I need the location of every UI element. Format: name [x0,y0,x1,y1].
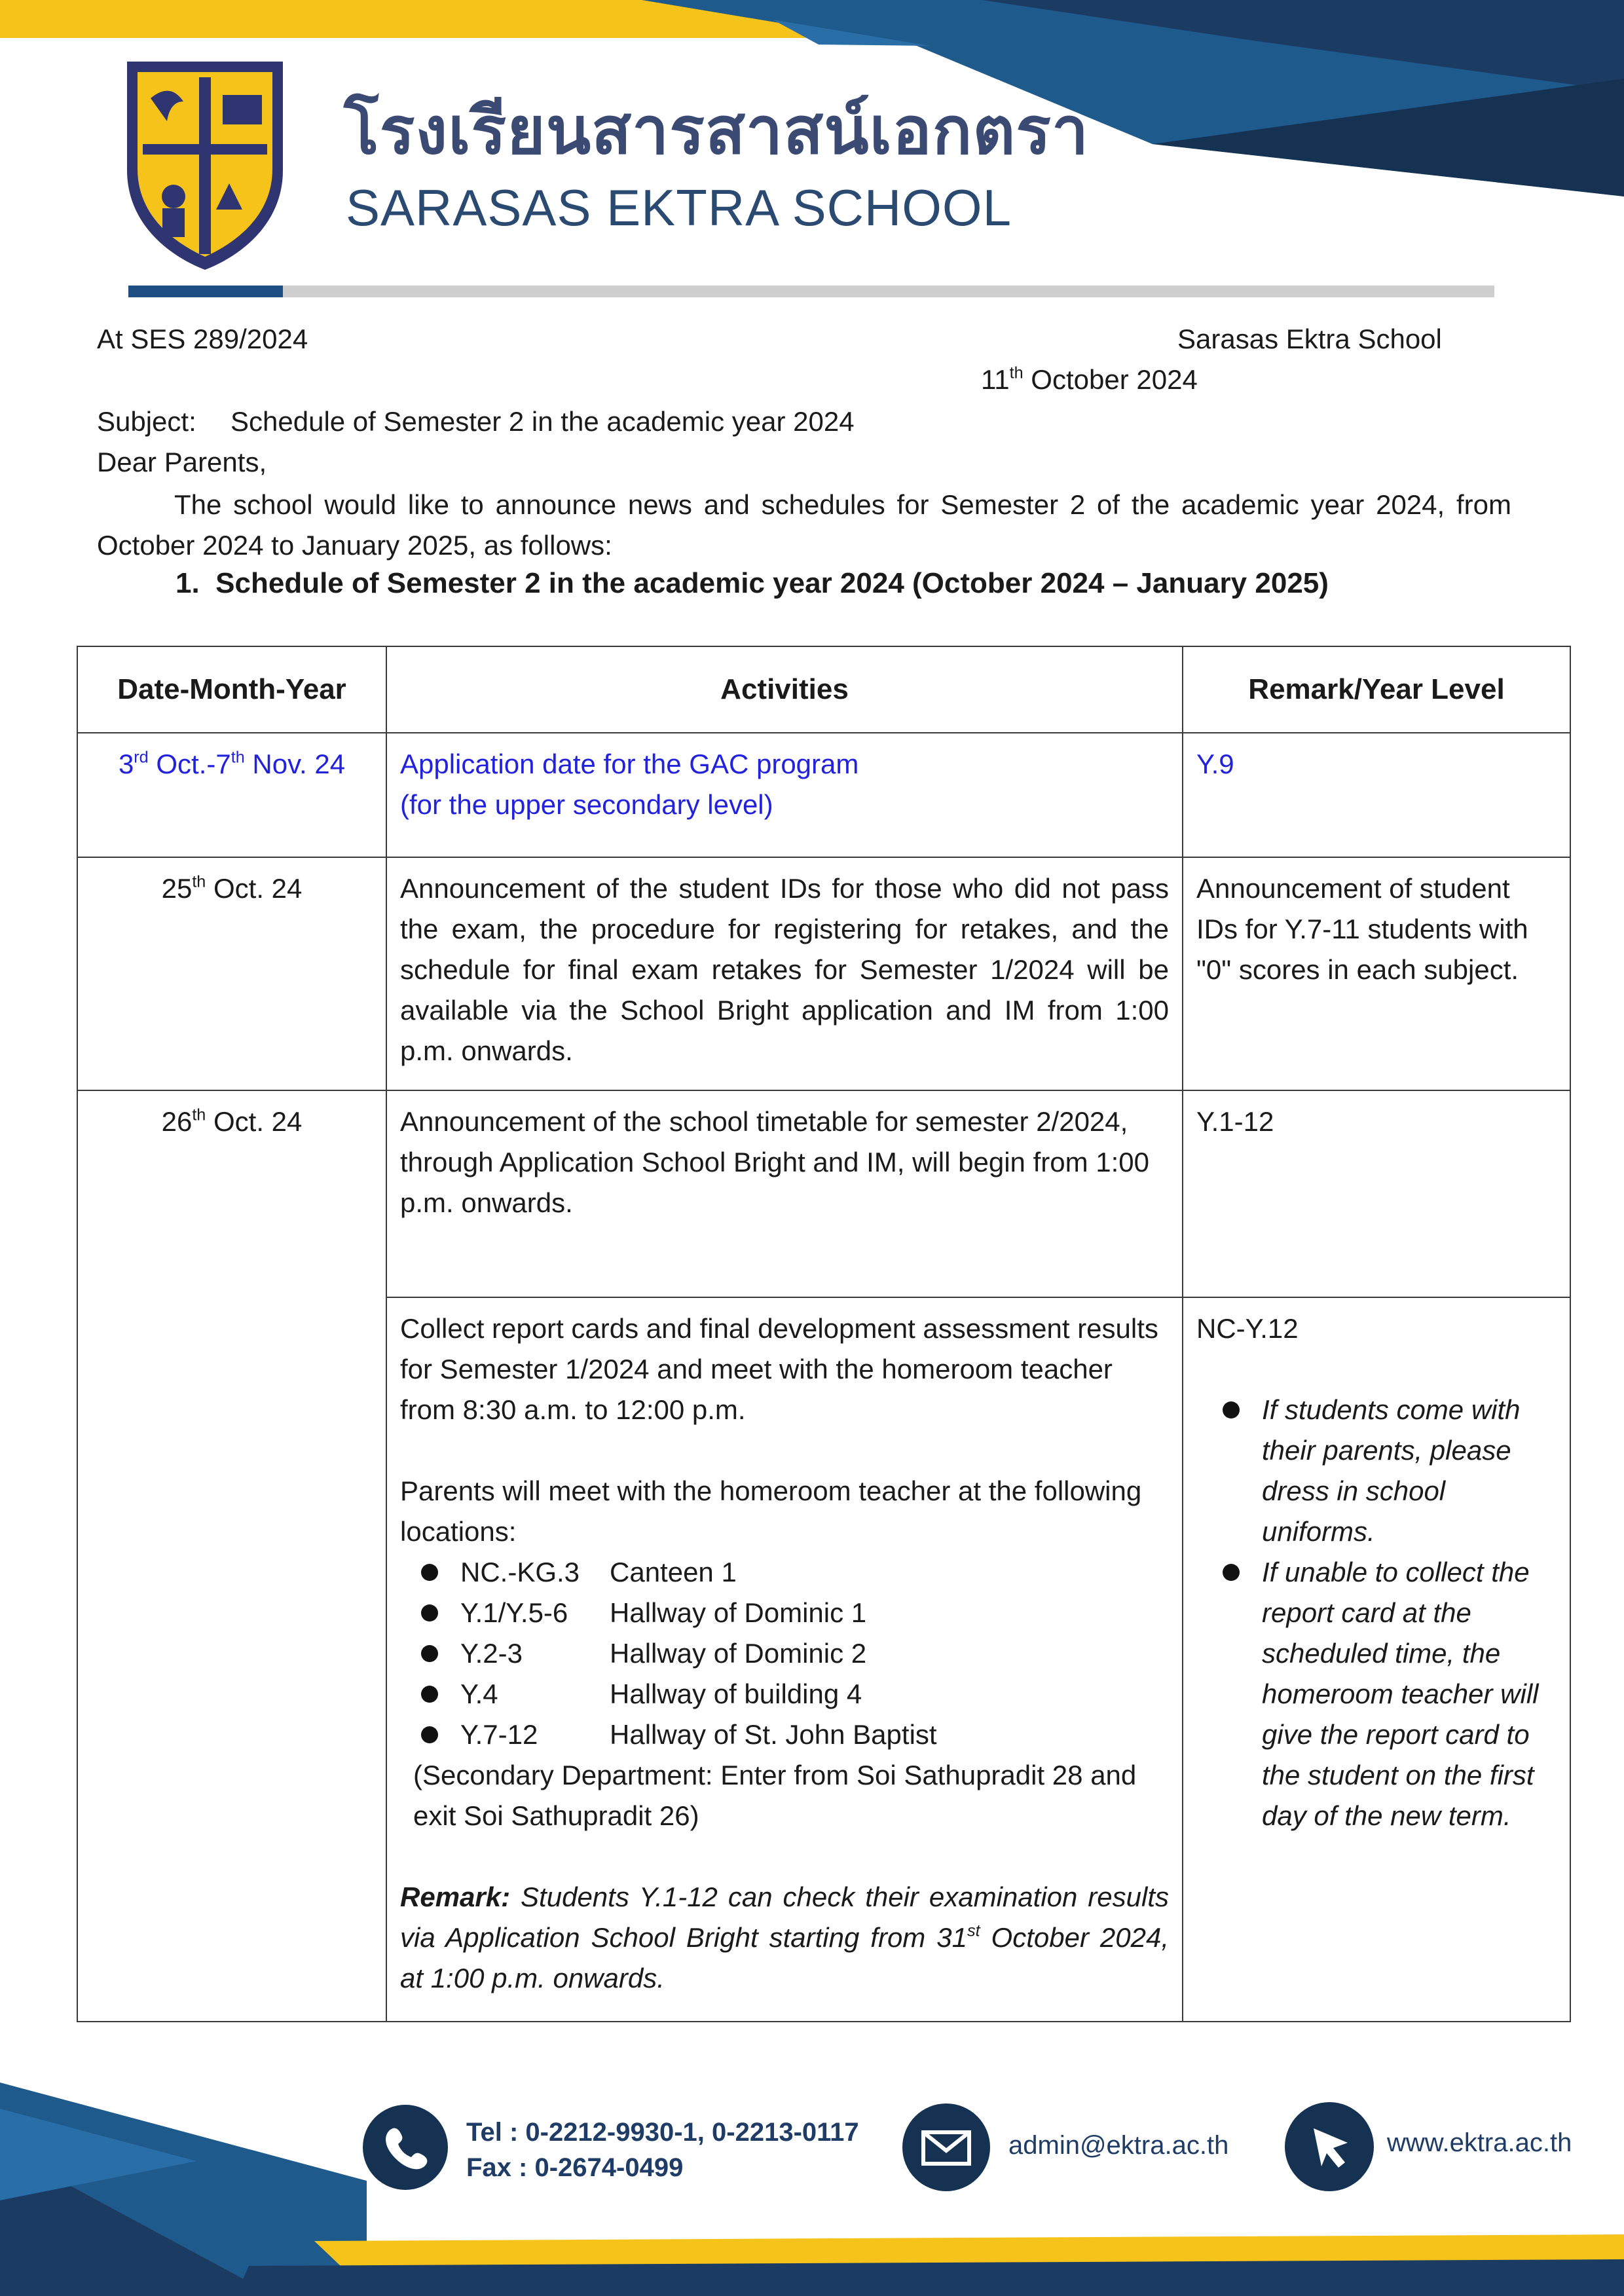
row3-date: 26th Oct. 24 [77,1090,386,2022]
subject-text: Schedule of Semester 2 in the academic year 2024 [231,406,855,437]
row4-level: NC-Y.12 [1196,1313,1299,1344]
row4-activity-intro: Collect report cards and final development assessment results for Semester 1/2024 and meet with the homeroom teacher from 8:30 a.m. to 12:00 p.m. [400,1313,1158,1425]
schedule-table [77,646,1571,2022]
row2-remark: Announcement of student IDs for Y.7-11 students with "0" scores in each subject. [1183,857,1570,1090]
row1-remark: Y.9 [1183,733,1570,857]
intro-paragraph: The school would like to announce news and schedules for Semester 2 of the academic year 2024, from October 2024 to January 2025, as follows: [97,489,1511,561]
row4-remark [1183,1297,1570,2022]
salutation: Dear Parents, [97,447,267,477]
row3-remark: Y.1-12 [1183,1090,1570,1297]
list-item: Y.1/Y.5-6 Hallway of Dominic 1 [413,1593,1169,1633]
table-row [77,733,1570,857]
footer-decoration [0,2069,1624,2296]
footer-website[interactable]: www.ektra.ac.th [1387,2128,1572,2157]
header-divider-accent [128,286,284,297]
footer-fax: Fax : 0-2674-0499 [466,2153,684,2182]
email-icon [902,2103,990,2191]
phone-icon [363,2105,448,2190]
row4-activity [386,1297,1183,2022]
locations-list [400,1552,1169,1755]
school-crest-logo [124,59,286,272]
section-heading: 1. Schedule of Semester 2 in the academic year 2024 (October 2024 – January 2025) [175,567,1329,599]
school-name-thai: โรงเรียนสารสาสน์เอกตรา [344,94,1090,168]
header-date: Date-Month-Year [77,646,386,733]
list-item: NC.-KG.3 Canteen 1 [413,1552,1169,1593]
reference-number: At SES 289/2024 [97,324,308,354]
secondary-note: (Secondary Department: Enter from Soi Sathupradit 28 and exit Soi Sathupradit 26) [413,1760,1137,1831]
list-item: Y.7-12 Hallway of St. John Baptist [413,1714,1169,1755]
row3-activity: Announcement of the school timetable for semester 2/2024, through Application School Bright and IM, will begin from 1:00 p.m. onwards. [386,1090,1183,1297]
table-header-row [77,646,1570,733]
row1-activity: Application date for the GAC program (for the upper secondary level) [386,733,1183,857]
row4-locations-intro: Parents will meet with the homeroom teacher at the following locations: [400,1475,1142,1547]
row2-date: 25th Oct. 24 [77,857,386,1090]
list-item: Y.4 Hallway of building 4 [413,1674,1169,1714]
list-item: Y.2-3 Hallway of Dominic 2 [413,1633,1169,1674]
header-divider [283,286,1494,297]
footer-tel: Tel : 0-2212-9930-1, 0-2213-0117 [466,2118,859,2147]
sender-name: Sarasas Ektra School [1177,324,1442,354]
table-row [77,857,1570,1090]
remark-notes-list [1196,1390,1557,1836]
subject-label: Subject: [97,406,196,437]
list-item: If students come with their parents, please dress in school uniforms. [1196,1390,1557,1552]
header-activities: Activities [386,646,1183,733]
list-item: If unable to collect the report card at the scheduled time, the homeroom teacher will give the report card to the student on the first day of the new term. [1196,1552,1557,1836]
row4-remark-note: Remark: Students Y.1-12 can check their examination results via Application School Bright starting from 31st October 2024, at 1:00 p.m. onwards. [400,1881,1169,1993]
row2-activity: Announcement of the student IDs for those who did not pass the exam, the procedure for registering for retakes, and the schedule for final exam retakes for Semester 1/2024 will be available via the School Bright application and IM from 1:00 p.m. onwards. [386,857,1183,1090]
letter-date: 11th October 2024 [981,363,1198,395]
school-name-english: SARASAS EKTRA SCHOOL [346,179,1012,236]
header-remark: Remark/Year Level [1183,646,1570,733]
cursor-icon [1285,2102,1374,2191]
row1-date: 3rd Oct.-7th Nov. 24 [77,733,386,857]
footer-email[interactable]: admin@ektra.ac.th [1008,2131,1229,2160]
table-row [77,1090,1570,1297]
